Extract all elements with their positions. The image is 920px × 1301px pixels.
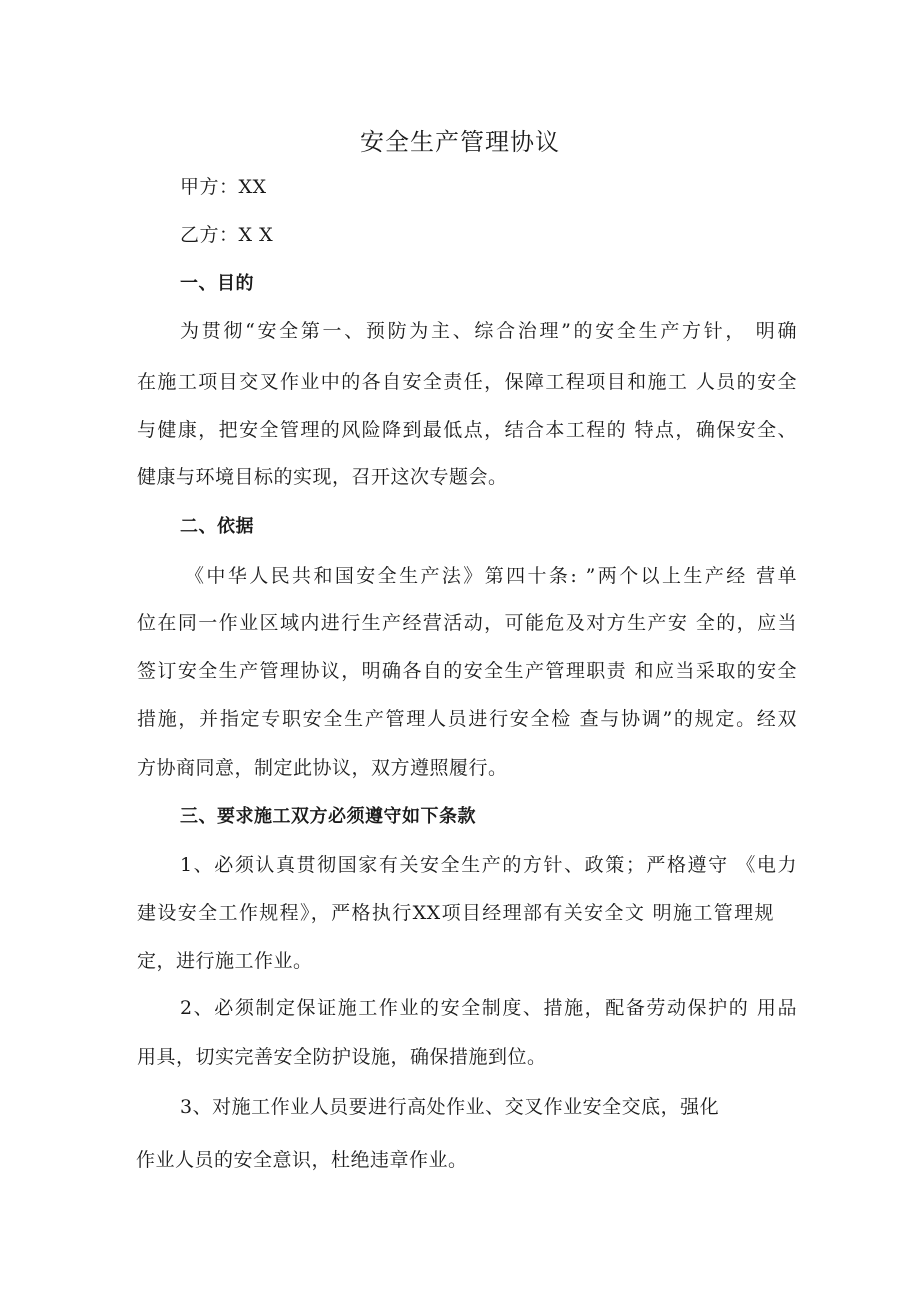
paragraph-line: 健康与环境目标的实现，召开这次专题会。 xyxy=(137,466,508,488)
paragraph-line: 为贯彻“安全第一、预防为主、综合治理”的安全生产方针， 明确 xyxy=(180,320,797,342)
party-a: 甲方：XX xyxy=(180,176,267,198)
paragraph-line: 与健康，把安全管理的风险降到最低点，结合本工程的 特点，确保安全、 xyxy=(137,419,797,441)
party-b: 乙方：X X xyxy=(180,224,274,246)
clause-3-line: 3、对施工作业人员要进行高处作业、交叉作业安全交底，强化 xyxy=(180,1096,720,1118)
clause-3-line: 作业人员的安全意识，杜绝违章作业。 xyxy=(136,1149,468,1171)
paragraph-line: 《中华人民共和国安全生产法》第四十条: ”两个以上生产经 营单 xyxy=(185,565,797,587)
paragraph-line: 签订安全生产管理协议，明确各自的安全生产管理职责 和应当采取的安全 xyxy=(137,660,797,682)
document-title: 安全生产管理协议 xyxy=(360,128,560,156)
section-heading-basis: 二、依据 xyxy=(180,516,254,537)
clause-2-line: 2、必须制定保证施工作业的安全制度、措施，配备劳动保护的 用品 xyxy=(180,997,797,1019)
clause-1-line: 建设安全工作规程》，严格执行XX项目经理部有关安全文 明施工管理规 xyxy=(137,902,774,924)
paragraph-line: 位在同一作业区域内进行生产经营活动，可能危及对方生产安 全的，应当 xyxy=(137,612,797,634)
section-heading-purpose: 一、目的 xyxy=(180,273,254,294)
paragraph-line: 在施工项目交叉作业中的各自安全责任，保障工程项目和施工 人员的安全 xyxy=(137,371,797,393)
clause-2-line: 用具，切实完善安全防护设施，确保措施到位。 xyxy=(137,1046,547,1068)
paragraph-line: 措施，并指定专职安全生产管理人员进行安全检 查与协调”的规定。经双 xyxy=(137,708,797,730)
paragraph-line: 方协商同意，制定此协议，双方遵照履行。 xyxy=(137,757,508,779)
section-heading-requirements: 三、要求施工双方必须遵守如下条款 xyxy=(180,806,476,827)
clause-1-line: 1、必须认真贯彻国家有关安全生产的方针、政策；严格遵守 《电力 xyxy=(180,854,797,876)
clause-1-line: 定，进行施工作业。 xyxy=(137,950,313,972)
